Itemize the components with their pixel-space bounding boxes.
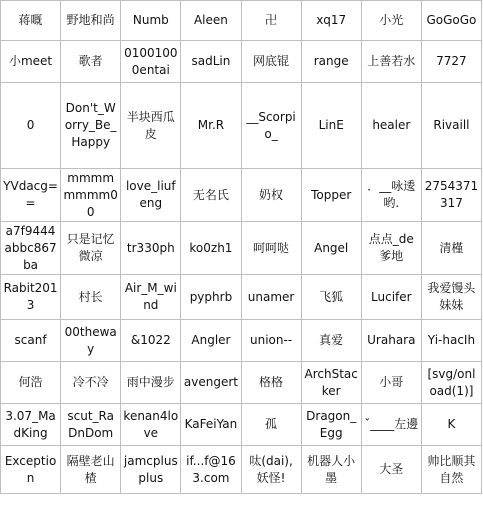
name-cell: Numb [121,1,181,41]
name-cell: &1022 [121,320,181,362]
name-cell: Rivaill [421,83,481,169]
name-cell: Angel [301,222,361,275]
name-cell: avengert [181,362,241,404]
name-cell: 我爱馒头妹妹 [421,275,481,320]
table-row [1,1,482,41]
name-cell: ．__咏逶哟. [361,169,421,222]
name-cell: Don't_Worry_Be_Happy [61,83,121,169]
name-cell: Mr.R [181,83,241,169]
name-cell: Angler [181,320,241,362]
name-cell: 格格 [241,362,301,404]
name-cell: 飞狐 [301,275,361,320]
name-cell: 帅比顺其自然 [421,446,481,494]
table-row [1,320,482,362]
name-cell: Exception [1,446,61,494]
name-cell: [svg/onload(1)] [421,362,481,404]
name-cell: 村长 [61,275,121,320]
name-cell: ko0zh1 [181,222,241,275]
table-row [1,404,482,446]
name-cell: 小哥 [361,362,421,404]
name-cell: Aleen [181,1,241,41]
name-cell: YVdacg== [1,169,61,222]
name-cell: 无名氏 [181,169,241,222]
name-cell: 蒋嘅 [1,1,61,41]
name-cell: pyphrb [181,275,241,320]
table-row [1,83,482,169]
name-cell: 00theway [61,320,121,362]
name-cell: xq17 [301,1,361,41]
name-cell: sadLin [181,41,241,83]
names-table-body [1,1,482,494]
name-cell: kenan4love [121,404,181,446]
name-cell: __Scorpio_ [241,83,301,169]
name-cell: 7727 [421,41,481,83]
name-cell: 何浩 [1,362,61,404]
name-cell: LinE [301,83,361,169]
name-cell: scut_RaDnDom [61,404,121,446]
name-cell: ˇ____左邊 [361,404,421,446]
name-cell: jamcplusplus [121,446,181,494]
name-cell: mmmmmmmm00 [61,169,121,222]
name-cell: 奶权 [241,169,301,222]
table-row [1,169,482,222]
table-row [1,275,482,320]
name-cell: range [301,41,361,83]
name-cell: 点点_de 爹地 [361,222,421,275]
name-cell: Yi-hacIh [421,320,481,362]
name-cell: 2754371317 [421,169,481,222]
name-cell: 呵呵哒 [241,222,301,275]
name-cell: if...f@163.com [181,446,241,494]
name-cell: Topper [301,169,361,222]
name-cell: K [421,404,481,446]
name-cell: 真爱 [301,320,361,362]
name-cell: KaFeiYan [181,404,241,446]
name-cell: 01001000entai [121,41,181,83]
name-cell: 卍 [241,1,301,41]
name-cell: 野地和尚 [61,1,121,41]
table-row [1,41,482,83]
name-cell: unamer [241,275,301,320]
name-cell: union-- [241,320,301,362]
table-row [1,362,482,404]
table-row [1,446,482,494]
name-cell: scanf [1,320,61,362]
name-cell: 小meet [1,41,61,83]
name-cell: 3.07_MadKing [1,404,61,446]
name-cell: 机器人小墨 [301,446,361,494]
name-cell: 歌者 [61,41,121,83]
name-cell: 半块西瓜皮 [121,83,181,169]
name-cell: 小光 [361,1,421,41]
name-cell: Rabit2013 [1,275,61,320]
name-cell: Lucifer [361,275,421,320]
name-cell: tr330ph [121,222,181,275]
table-row [1,222,482,275]
name-cell: 0 [1,83,61,169]
name-cell: 大圣 [361,446,421,494]
name-cell: Dragon_Egg [301,404,361,446]
name-cell: 网底锟 [241,41,301,83]
name-cell: a7f9444abbc867ba [1,222,61,275]
name-cell: love_liufeng [121,169,181,222]
name-cell: 雨中漫步 [121,362,181,404]
name-cell: 清槿 [421,222,481,275]
name-cell: 冷不冷 [61,362,121,404]
name-cell: healer [361,83,421,169]
name-cell: 呔(dai),妖怪! [241,446,301,494]
name-cell: 隔壁老山楂 [61,446,121,494]
name-cell: 孤 [241,404,301,446]
name-cell: GoGoGo [421,1,481,41]
name-cell: ArchStacker [301,362,361,404]
name-cell: 上善若水 [361,41,421,83]
name-cell: 只是记忆微凉 [61,222,121,275]
name-cell: Air_M_wind [121,275,181,320]
name-cell: Urahara [361,320,421,362]
